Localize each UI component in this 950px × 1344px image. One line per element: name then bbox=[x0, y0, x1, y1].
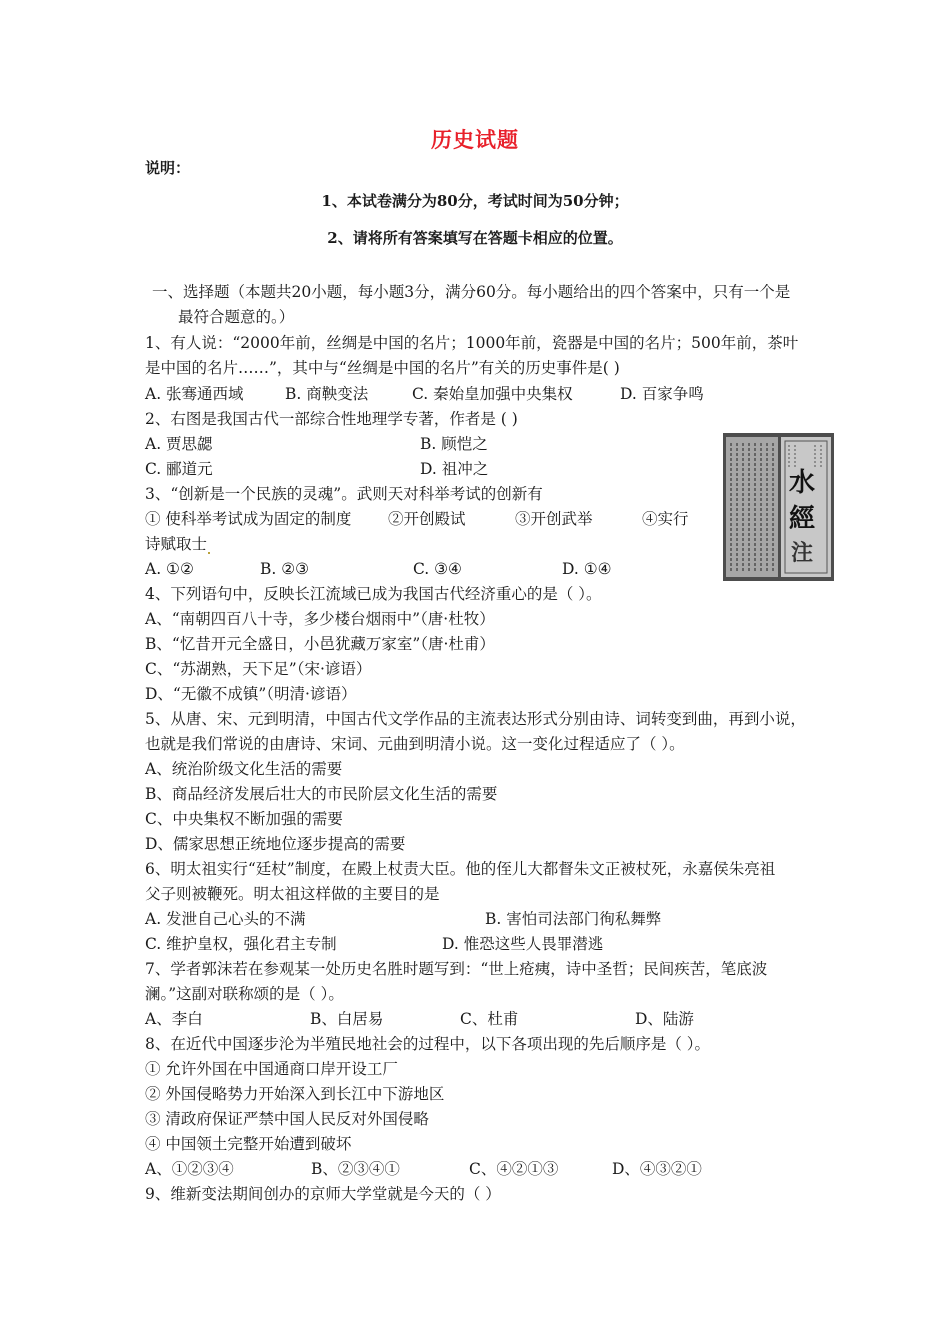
q7-option-c: C、杜甫 bbox=[460, 1010, 519, 1028]
q8-option-c: C、④②①③ bbox=[469, 1160, 559, 1178]
cover-title-3: 注 bbox=[791, 540, 814, 566]
q4-option-c: C、“苏湖熟，天下足”（宋·谚语） bbox=[145, 660, 372, 678]
cover-title-1: 水 bbox=[789, 468, 816, 498]
q9-stem: 9、维新变法期间创办的京师大学堂就是今天的（ ） bbox=[145, 1185, 501, 1203]
q5-option-a: A、统治阶级文化生活的需要 bbox=[145, 760, 343, 778]
q3-item-2: ②开创殿试 bbox=[388, 510, 466, 528]
q5-option-d: D、儒家思想正统地位逐步提高的需要 bbox=[145, 835, 406, 853]
note-2: 2、请将所有答案填写在答题卡相应的位置。 bbox=[327, 229, 623, 247]
q8-option-d: D、④③②① bbox=[612, 1160, 702, 1178]
note-label: 说明： bbox=[145, 159, 191, 177]
q2-option-b: B. 顾恺之 bbox=[420, 435, 488, 453]
q3-item-1: ① 使科举考试成为固定的制度 bbox=[145, 510, 352, 528]
q7-stem-2: 澜。”这副对联称颂的是（ ）。 bbox=[145, 985, 344, 1003]
q1-stem-1: 1、有人说：“2000年前，丝绸是中国的名片；1000年前，瓷器是中国的名片；500年前，茶叶 bbox=[145, 334, 799, 352]
q1-option-b: B. 商鞅变法 bbox=[285, 385, 369, 403]
q1-option-a: A. 张骞通西域 bbox=[145, 385, 244, 403]
q3-cont-text: 诗赋取士 bbox=[145, 535, 208, 553]
q7-option-d: D、陆游 bbox=[635, 1010, 694, 1028]
q8-item-2: ② 外国侵略势力开始深入到长江中下游地区 bbox=[145, 1085, 445, 1103]
q8-option-b: B、②③④① bbox=[311, 1160, 400, 1178]
q8-item-1: ① 允许外国在中国通商口岸开设工厂 bbox=[145, 1060, 398, 1078]
q6-option-b: B. 害怕司法部门徇私舞弊 bbox=[485, 910, 662, 928]
q6-stem-1: 6、明太祖实行“廷杖”制度，在殿上杖责大臣。他的侄儿大都督朱文正被杖死，永嘉侯朱亮祖 bbox=[145, 860, 776, 878]
section-heading: 一、选择题（本题共20小题，每小题3分，满分60分。每小题给出的四个答案中，只有一个是 bbox=[152, 283, 791, 301]
q4-option-d: D、“无徽不成镇”（明清·谚语） bbox=[145, 685, 357, 703]
q2-option-d: D. 祖冲之 bbox=[420, 460, 489, 478]
q6-stem-2: 父子则被鞭死。明太祖这样做的主要目的是 bbox=[145, 885, 440, 903]
book-cover-image bbox=[723, 433, 834, 581]
q4-stem: 4、下列语句中，反映长江流域已成为我国古代经济重心的是（ ）。 bbox=[145, 585, 602, 603]
q8-stem: 8、在近代中国逐步沦为半殖民地社会的过程中，以下各项出现的先后顺序是（ ）。 bbox=[145, 1035, 711, 1053]
q3-option-c: C. ③④ bbox=[413, 560, 462, 578]
q5-option-b: B、商品经济发展后壮大的市民阶层文化生活的需要 bbox=[145, 785, 498, 803]
book-cover-illustration bbox=[723, 433, 834, 581]
q5-option-c: C、中央集权不断加强的需要 bbox=[145, 810, 343, 828]
q3-item-4-cont bbox=[145, 534, 211, 554]
q2-stem: 2、右图是我国古代一部综合性地理学专著，作者是 ( ) bbox=[145, 410, 518, 428]
q8-item-3: ③ 清政府保证严禁中国人民反对外国侵略 bbox=[145, 1110, 429, 1128]
q8-option-a: A、①②③④ bbox=[145, 1160, 234, 1178]
q3-stem: 3、“创新是一个民族的灵魂”。武则天对科举考试的创新有 bbox=[145, 485, 543, 503]
section-heading-cont: 最符合题意的。） bbox=[178, 308, 295, 326]
q1-option-d: D. 百家争鸣 bbox=[620, 385, 704, 403]
q8-item-4: ④ 中国领土完整开始遭到破坏 bbox=[145, 1135, 352, 1153]
q7-option-a: A、李白 bbox=[145, 1010, 203, 1028]
q2-option-a: A. 贾思勰 bbox=[145, 435, 213, 453]
q5-stem-2: 也就是我们常说的由唐诗、宋词、元曲到明清小说。这一变化过程适应了（ ）。 bbox=[145, 735, 685, 753]
q6-option-a: A. 发泄自己心头的不满 bbox=[145, 910, 306, 928]
q3-item-4: ④实行 bbox=[642, 510, 689, 528]
q3-option-b: B. ②③ bbox=[260, 560, 310, 578]
q6-option-c: C. 维护皇权，强化君主专制 bbox=[145, 935, 337, 953]
q4-option-a: A、“南朝四百八十寺，多少楼台烟雨中”（唐·杜牧） bbox=[145, 610, 495, 628]
q1-option-c: C. 秦始皇加强中央集权 bbox=[412, 385, 573, 403]
q3-option-a: A. ①② bbox=[145, 560, 194, 578]
q5-stem-1: 5、从唐、宋、元到明清，中国古代文学作品的主流表达形式分别由诗、词转变到曲，再到小说， bbox=[145, 710, 806, 728]
cover-title-2: 經 bbox=[789, 504, 816, 534]
q6-option-d: D. 惟恐这些人畏罪潜逃 bbox=[442, 935, 604, 953]
q1-stem-2: 是中国的名片……”，其中与“丝绸是中国的名片”有关的历史事件是( ) bbox=[145, 359, 620, 377]
q2-option-c: C. 郦道元 bbox=[145, 460, 213, 478]
q3-item-3: ③开创武举 bbox=[515, 510, 593, 528]
note-1: 1、本试卷满分为80分，考试时间为50分钟； bbox=[321, 192, 629, 210]
q4-option-b: B、“忆昔开元全盛日，小邑犹藏万家室”（唐·杜甫） bbox=[145, 635, 495, 653]
q7-stem-1: 7、学者郭沫若在参观某一处历史名胜时题写到：“世上疮痍，诗中圣哲；民间疾苦，笔底波 bbox=[145, 960, 768, 978]
page-title: 历史试题 bbox=[431, 127, 519, 152]
q7-option-b: B、白居易 bbox=[310, 1010, 384, 1028]
q3-option-d: D. ①④ bbox=[562, 560, 612, 578]
